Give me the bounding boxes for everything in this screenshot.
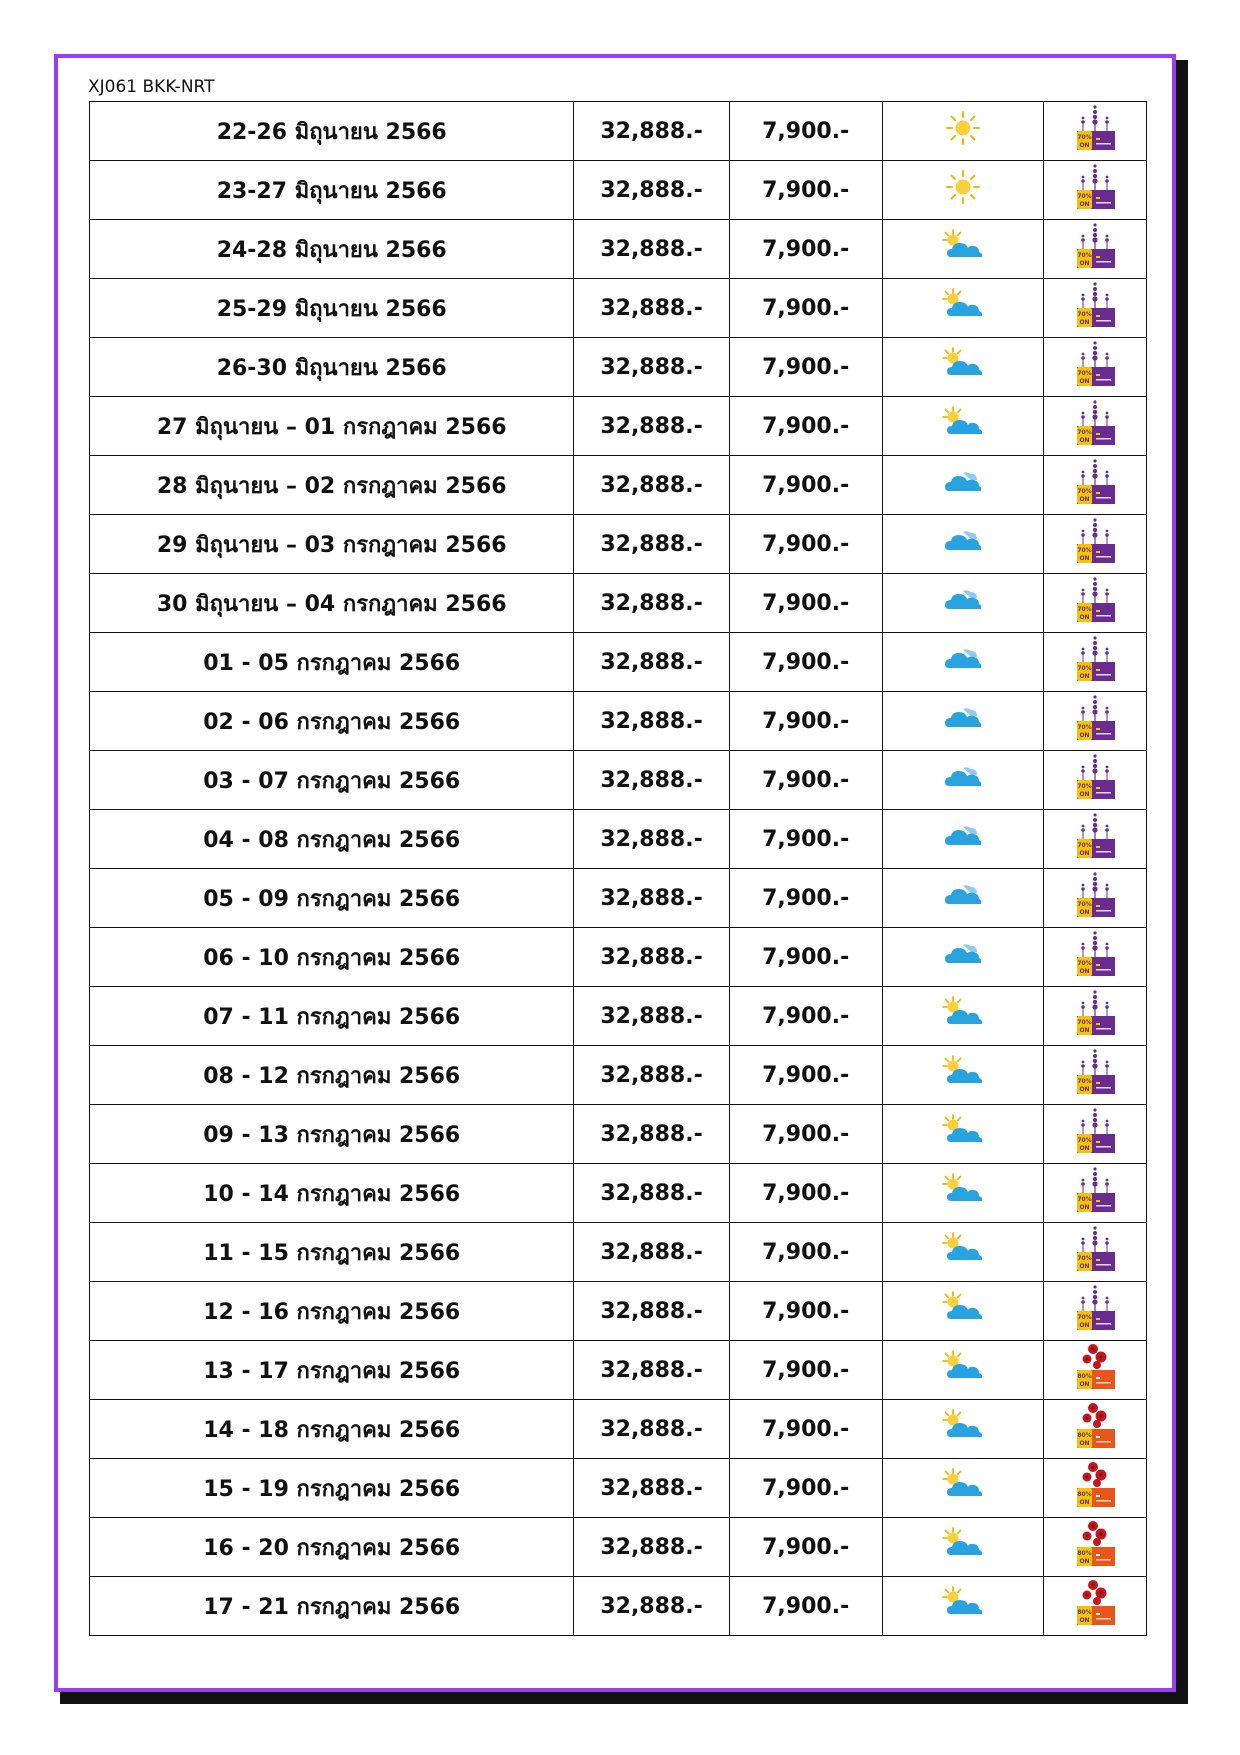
table-row: [90, 810, 1147, 869]
weather-cell: [882, 1046, 1043, 1105]
price-cell: 32,888.-: [574, 220, 729, 279]
svg-text:70%: 70%: [1077, 783, 1092, 790]
flower-badge-cell: [1043, 1341, 1146, 1400]
table-row: [90, 1282, 1147, 1341]
partly-cloudy-icon: [941, 1232, 985, 1272]
svg-text:70%: 70%: [1077, 252, 1092, 259]
travel-dates-cell: 22-26 มิถุนายน 2566: [90, 102, 574, 161]
partly-cloudy-icon: [941, 1173, 985, 1213]
table-row: [90, 1577, 1147, 1636]
travel-dates-cell: 28 มิถุนายน – 02 กรกฎาคม 2566: [90, 456, 574, 515]
partly-cloudy-icon: [941, 996, 985, 1036]
table-row: [90, 1164, 1147, 1223]
price-cell: 32,888.-: [574, 1577, 729, 1636]
supplement-price-cell: 7,900.-: [729, 102, 882, 161]
svg-text:ON: ON: [1079, 791, 1090, 798]
svg-text:ON: ON: [1079, 1027, 1090, 1034]
svg-text:70%: 70%: [1077, 960, 1092, 967]
svg-text:ON: ON: [1079, 496, 1090, 503]
flower-badge-cell: [1043, 279, 1146, 338]
supplement-price-cell: 7,900.-: [729, 928, 882, 987]
weather-cell: [882, 1459, 1043, 1518]
svg-text:70%: 70%: [1077, 1137, 1092, 1144]
table-row: [90, 987, 1147, 1046]
svg-text:ON: ON: [1079, 1322, 1090, 1329]
supplement-price-cell: 7,900.-: [729, 1341, 882, 1400]
lavender-70-on-badge-icon: [1073, 1048, 1117, 1102]
supplement-price-cell: 7,900.-: [729, 1282, 882, 1341]
cloudy-icon: [943, 764, 983, 796]
svg-text:70%: 70%: [1077, 488, 1092, 495]
table-row: [90, 1223, 1147, 1282]
flower-badge-cell: [1043, 1223, 1146, 1282]
flower-badge-cell: [1043, 1105, 1146, 1164]
svg-text:ON: ON: [1079, 437, 1090, 444]
cloudy-icon: [943, 882, 983, 914]
weather-cell: [882, 1577, 1043, 1636]
partly-cloudy-icon: [941, 1468, 985, 1508]
weather-cell: [882, 928, 1043, 987]
supplement-price-cell: 7,900.-: [729, 279, 882, 338]
table-row: [90, 1046, 1147, 1105]
partly-cloudy-icon: [941, 1409, 985, 1449]
sun-icon: [945, 110, 981, 152]
supplement-price-cell: 7,900.-: [729, 810, 882, 869]
flower-badge-cell: [1043, 456, 1146, 515]
flower-badge-cell: [1043, 692, 1146, 751]
cloudy-icon: [943, 587, 983, 619]
lavender-70-on-badge-icon: [1073, 635, 1117, 689]
partly-cloudy-icon: [941, 1350, 985, 1390]
travel-dates-cell: 26-30 มิถุนายน 2566: [90, 338, 574, 397]
sun-icon: [945, 169, 981, 211]
flower-badge-cell: [1043, 338, 1146, 397]
svg-text:70%: 70%: [1077, 1019, 1092, 1026]
travel-dates-cell: 06 - 10 กรกฎาคม 2566: [90, 928, 574, 987]
svg-text:70%: 70%: [1077, 1255, 1092, 1262]
svg-text:ON: ON: [1079, 378, 1090, 385]
cloudy-icon: [943, 941, 983, 973]
partly-cloudy-icon: [941, 1291, 985, 1331]
poppy-80-on-badge-icon: [1073, 1402, 1117, 1456]
table-row: [90, 161, 1147, 220]
price-cell: 32,888.-: [574, 574, 729, 633]
travel-dates-cell: 01 - 05 กรกฎาคม 2566: [90, 633, 574, 692]
svg-text:ON: ON: [1079, 1204, 1090, 1211]
weather-cell: [882, 633, 1043, 692]
flower-badge-cell: [1043, 987, 1146, 1046]
flower-badge-cell: [1043, 220, 1146, 279]
table-row: [90, 574, 1147, 633]
price-cell: 32,888.-: [574, 1282, 729, 1341]
price-cell: 32,888.-: [574, 869, 729, 928]
price-cell: 32,888.-: [574, 515, 729, 574]
lavender-70-on-badge-icon: [1073, 753, 1117, 807]
price-cell: 32,888.-: [574, 1459, 729, 1518]
flower-badge-cell: [1043, 1518, 1146, 1577]
weather-cell: [882, 102, 1043, 161]
price-cell: 32,888.-: [574, 1046, 729, 1105]
cloudy-icon: [943, 646, 983, 678]
supplement-price-cell: 7,900.-: [729, 515, 882, 574]
svg-text:ON: ON: [1079, 1086, 1090, 1093]
weather-cell: [882, 515, 1043, 574]
price-cell: 32,888.-: [574, 633, 729, 692]
weather-cell: [882, 338, 1043, 397]
cloudy-icon: [943, 469, 983, 501]
travel-dates-cell: 14 - 18 กรกฎาคม 2566: [90, 1400, 574, 1459]
partly-cloudy-icon: [941, 347, 985, 387]
travel-dates-cell: 17 - 21 กรกฎาคม 2566: [90, 1577, 574, 1636]
weather-cell: [882, 1164, 1043, 1223]
table-row: [90, 633, 1147, 692]
flower-badge-cell: [1043, 1282, 1146, 1341]
poppy-80-on-badge-icon: [1073, 1343, 1117, 1397]
lavender-70-on-badge-icon: [1073, 517, 1117, 571]
svg-text:ON: ON: [1079, 555, 1090, 562]
price-cell: 32,888.-: [574, 810, 729, 869]
weather-cell: [882, 751, 1043, 810]
svg-text:80%: 80%: [1077, 1373, 1092, 1380]
svg-text:70%: 70%: [1077, 665, 1092, 672]
departure-schedule-table: [89, 101, 1147, 1636]
supplement-price-cell: 7,900.-: [729, 692, 882, 751]
flower-badge-cell: [1043, 1400, 1146, 1459]
schedule-rows: [90, 102, 1147, 1636]
svg-text:70%: 70%: [1077, 134, 1092, 141]
table-row: [90, 456, 1147, 515]
travel-dates-cell: 29 มิถุนายน – 03 กรกฎาคม 2566: [90, 515, 574, 574]
weather-cell: [882, 1518, 1043, 1577]
svg-text:ON: ON: [1079, 1381, 1090, 1388]
weather-cell: [882, 1400, 1043, 1459]
svg-text:80%: 80%: [1077, 1432, 1092, 1439]
weather-cell: [882, 1341, 1043, 1400]
flower-badge-cell: [1043, 869, 1146, 928]
lavender-70-on-badge-icon: [1073, 930, 1117, 984]
svg-text:ON: ON: [1079, 614, 1090, 621]
svg-text:70%: 70%: [1077, 724, 1092, 731]
price-cell: 32,888.-: [574, 1164, 729, 1223]
supplement-price-cell: 7,900.-: [729, 1105, 882, 1164]
cloudy-icon: [943, 528, 983, 560]
weather-cell: [882, 456, 1043, 515]
travel-dates-cell: 05 - 09 กรกฎาคม 2566: [90, 869, 574, 928]
price-cell: 32,888.-: [574, 928, 729, 987]
supplement-price-cell: 7,900.-: [729, 456, 882, 515]
svg-text:80%: 80%: [1077, 1550, 1092, 1557]
svg-text:ON: ON: [1079, 909, 1090, 916]
weather-cell: [882, 1282, 1043, 1341]
flower-badge-cell: [1043, 810, 1146, 869]
tour-code: XJ061 BKK-NRT: [88, 77, 215, 97]
table-row: [90, 1341, 1147, 1400]
supplement-price-cell: 7,900.-: [729, 1400, 882, 1459]
svg-text:70%: 70%: [1077, 429, 1092, 436]
flower-badge-cell: [1043, 1164, 1146, 1223]
supplement-price-cell: 7,900.-: [729, 1577, 882, 1636]
svg-text:70%: 70%: [1077, 193, 1092, 200]
svg-text:70%: 70%: [1077, 370, 1092, 377]
price-cell: 32,888.-: [574, 397, 729, 456]
supplement-price-cell: 7,900.-: [729, 1046, 882, 1105]
travel-dates-cell: 15 - 19 กรกฎาคม 2566: [90, 1459, 574, 1518]
table-row: [90, 869, 1147, 928]
flower-badge-cell: [1043, 397, 1146, 456]
supplement-price-cell: 7,900.-: [729, 1164, 882, 1223]
supplement-price-cell: 7,900.-: [729, 751, 882, 810]
lavender-70-on-badge-icon: [1073, 340, 1117, 394]
price-cell: 32,888.-: [574, 1105, 729, 1164]
travel-dates-cell: 09 - 13 กรกฎาคม 2566: [90, 1105, 574, 1164]
lavender-70-on-badge-icon: [1073, 222, 1117, 276]
price-cell: 32,888.-: [574, 987, 729, 1046]
partly-cloudy-icon: [941, 229, 985, 269]
cloudy-icon: [943, 705, 983, 737]
table-row: [90, 1518, 1147, 1577]
table-row: [90, 397, 1147, 456]
weather-cell: [882, 869, 1043, 928]
table-row: [90, 515, 1147, 574]
flower-badge-cell: [1043, 1459, 1146, 1518]
svg-text:ON: ON: [1079, 1145, 1090, 1152]
price-cell: 32,888.-: [574, 102, 729, 161]
supplement-price-cell: 7,900.-: [729, 1518, 882, 1577]
price-cell: 32,888.-: [574, 1223, 729, 1282]
supplement-price-cell: 7,900.-: [729, 1459, 882, 1518]
travel-dates-cell: 12 - 16 กรกฎาคม 2566: [90, 1282, 574, 1341]
lavender-70-on-badge-icon: [1073, 989, 1117, 1043]
price-cell: 32,888.-: [574, 692, 729, 751]
svg-text:80%: 80%: [1077, 1609, 1092, 1616]
lavender-70-on-badge-icon: [1073, 399, 1117, 453]
partly-cloudy-icon: [941, 1055, 985, 1095]
svg-text:ON: ON: [1079, 1617, 1090, 1624]
price-cell: 32,888.-: [574, 338, 729, 397]
lavender-70-on-badge-icon: [1073, 694, 1117, 748]
svg-text:ON: ON: [1079, 1440, 1090, 1447]
flower-badge-cell: [1043, 1577, 1146, 1636]
price-cell: 32,888.-: [574, 456, 729, 515]
price-cell: 32,888.-: [574, 751, 729, 810]
travel-dates-cell: 30 มิถุนายน – 04 กรกฎาคม 2566: [90, 574, 574, 633]
table-row: [90, 338, 1147, 397]
weather-cell: [882, 574, 1043, 633]
svg-text:70%: 70%: [1077, 311, 1092, 318]
travel-dates-cell: 10 - 14 กรกฎาคม 2566: [90, 1164, 574, 1223]
svg-text:70%: 70%: [1077, 901, 1092, 908]
flower-badge-cell: [1043, 515, 1146, 574]
travel-dates-cell: 23-27 มิถุนายน 2566: [90, 161, 574, 220]
supplement-price-cell: 7,900.-: [729, 161, 882, 220]
svg-text:70%: 70%: [1077, 842, 1092, 849]
partly-cloudy-icon: [941, 406, 985, 446]
price-cell: 32,888.-: [574, 1400, 729, 1459]
price-cell: 32,888.-: [574, 161, 729, 220]
supplement-price-cell: 7,900.-: [729, 338, 882, 397]
weather-cell: [882, 1223, 1043, 1282]
poppy-80-on-badge-icon: [1073, 1461, 1117, 1515]
travel-dates-cell: 07 - 11 กรกฎาคม 2566: [90, 987, 574, 1046]
svg-text:70%: 70%: [1077, 606, 1092, 613]
svg-text:ON: ON: [1079, 260, 1090, 267]
table-row: [90, 279, 1147, 338]
travel-dates-cell: 25-29 มิถุนายน 2566: [90, 279, 574, 338]
weather-cell: [882, 220, 1043, 279]
svg-text:ON: ON: [1079, 1499, 1090, 1506]
svg-text:70%: 70%: [1077, 547, 1092, 554]
partly-cloudy-icon: [941, 1114, 985, 1154]
weather-cell: [882, 397, 1043, 456]
flower-badge-cell: [1043, 161, 1146, 220]
table-row: [90, 220, 1147, 279]
lavender-70-on-badge-icon: [1073, 1166, 1117, 1220]
weather-cell: [882, 810, 1043, 869]
table-row: [90, 102, 1147, 161]
supplement-price-cell: 7,900.-: [729, 220, 882, 279]
flower-badge-cell: [1043, 751, 1146, 810]
poppy-80-on-badge-icon: [1073, 1579, 1117, 1633]
supplement-price-cell: 7,900.-: [729, 1223, 882, 1282]
svg-text:70%: 70%: [1077, 1314, 1092, 1321]
svg-text:70%: 70%: [1077, 1196, 1092, 1203]
flower-badge-cell: [1043, 928, 1146, 987]
weather-cell: [882, 1105, 1043, 1164]
svg-text:ON: ON: [1079, 142, 1090, 149]
lavender-70-on-badge-icon: [1073, 104, 1117, 158]
supplement-price-cell: 7,900.-: [729, 574, 882, 633]
lavender-70-on-badge-icon: [1073, 871, 1117, 925]
supplement-price-cell: 7,900.-: [729, 633, 882, 692]
lavender-70-on-badge-icon: [1073, 1284, 1117, 1338]
price-cell: 32,888.-: [574, 1518, 729, 1577]
partly-cloudy-icon: [941, 1527, 985, 1567]
table-row: [90, 1105, 1147, 1164]
travel-dates-cell: 02 - 06 กรกฎาคม 2566: [90, 692, 574, 751]
svg-text:70%: 70%: [1077, 1078, 1092, 1085]
table-row: [90, 928, 1147, 987]
travel-dates-cell: 24-28 มิถุนายน 2566: [90, 220, 574, 279]
travel-dates-cell: 27 มิถุนายน – 01 กรกฎาคม 2566: [90, 397, 574, 456]
travel-dates-cell: 04 - 08 กรกฎาคม 2566: [90, 810, 574, 869]
flower-badge-cell: [1043, 102, 1146, 161]
price-cell: 32,888.-: [574, 1341, 729, 1400]
poppy-80-on-badge-icon: [1073, 1520, 1117, 1574]
partly-cloudy-icon: [941, 288, 985, 328]
svg-text:ON: ON: [1079, 850, 1090, 857]
svg-text:ON: ON: [1079, 1263, 1090, 1270]
flower-badge-cell: [1043, 633, 1146, 692]
supplement-price-cell: 7,900.-: [729, 397, 882, 456]
table-row: [90, 1459, 1147, 1518]
weather-cell: [882, 692, 1043, 751]
lavender-70-on-badge-icon: [1073, 812, 1117, 866]
svg-text:ON: ON: [1079, 732, 1090, 739]
travel-dates-cell: 08 - 12 กรกฎาคม 2566: [90, 1046, 574, 1105]
table-row: [90, 751, 1147, 810]
travel-dates-cell: 16 - 20 กรกฎาคม 2566: [90, 1518, 574, 1577]
flower-badge-cell: [1043, 574, 1146, 633]
cloudy-icon: [943, 823, 983, 855]
flower-badge-cell: [1043, 1046, 1146, 1105]
travel-dates-cell: 13 - 17 กรกฎาคม 2566: [90, 1341, 574, 1400]
svg-text:ON: ON: [1079, 968, 1090, 975]
supplement-price-cell: 7,900.-: [729, 987, 882, 1046]
lavender-70-on-badge-icon: [1073, 576, 1117, 630]
svg-text:80%: 80%: [1077, 1491, 1092, 1498]
weather-cell: [882, 279, 1043, 338]
table-row: [90, 692, 1147, 751]
lavender-70-on-badge-icon: [1073, 458, 1117, 512]
weather-cell: [882, 161, 1043, 220]
table-row: [90, 1400, 1147, 1459]
partly-cloudy-icon: [941, 1586, 985, 1626]
lavender-70-on-badge-icon: [1073, 1107, 1117, 1161]
supplement-price-cell: 7,900.-: [729, 869, 882, 928]
svg-text:ON: ON: [1079, 673, 1090, 680]
lavender-70-on-badge-icon: [1073, 1225, 1117, 1279]
travel-dates-cell: 11 - 15 กรกฎาคม 2566: [90, 1223, 574, 1282]
svg-text:ON: ON: [1079, 201, 1090, 208]
lavender-70-on-badge-icon: [1073, 163, 1117, 217]
price-cell: 32,888.-: [574, 279, 729, 338]
svg-text:ON: ON: [1079, 1558, 1090, 1565]
weather-cell: [882, 987, 1043, 1046]
travel-dates-cell: 03 - 07 กรกฎาคม 2566: [90, 751, 574, 810]
svg-text:ON: ON: [1079, 319, 1090, 326]
lavender-70-on-badge-icon: [1073, 281, 1117, 335]
